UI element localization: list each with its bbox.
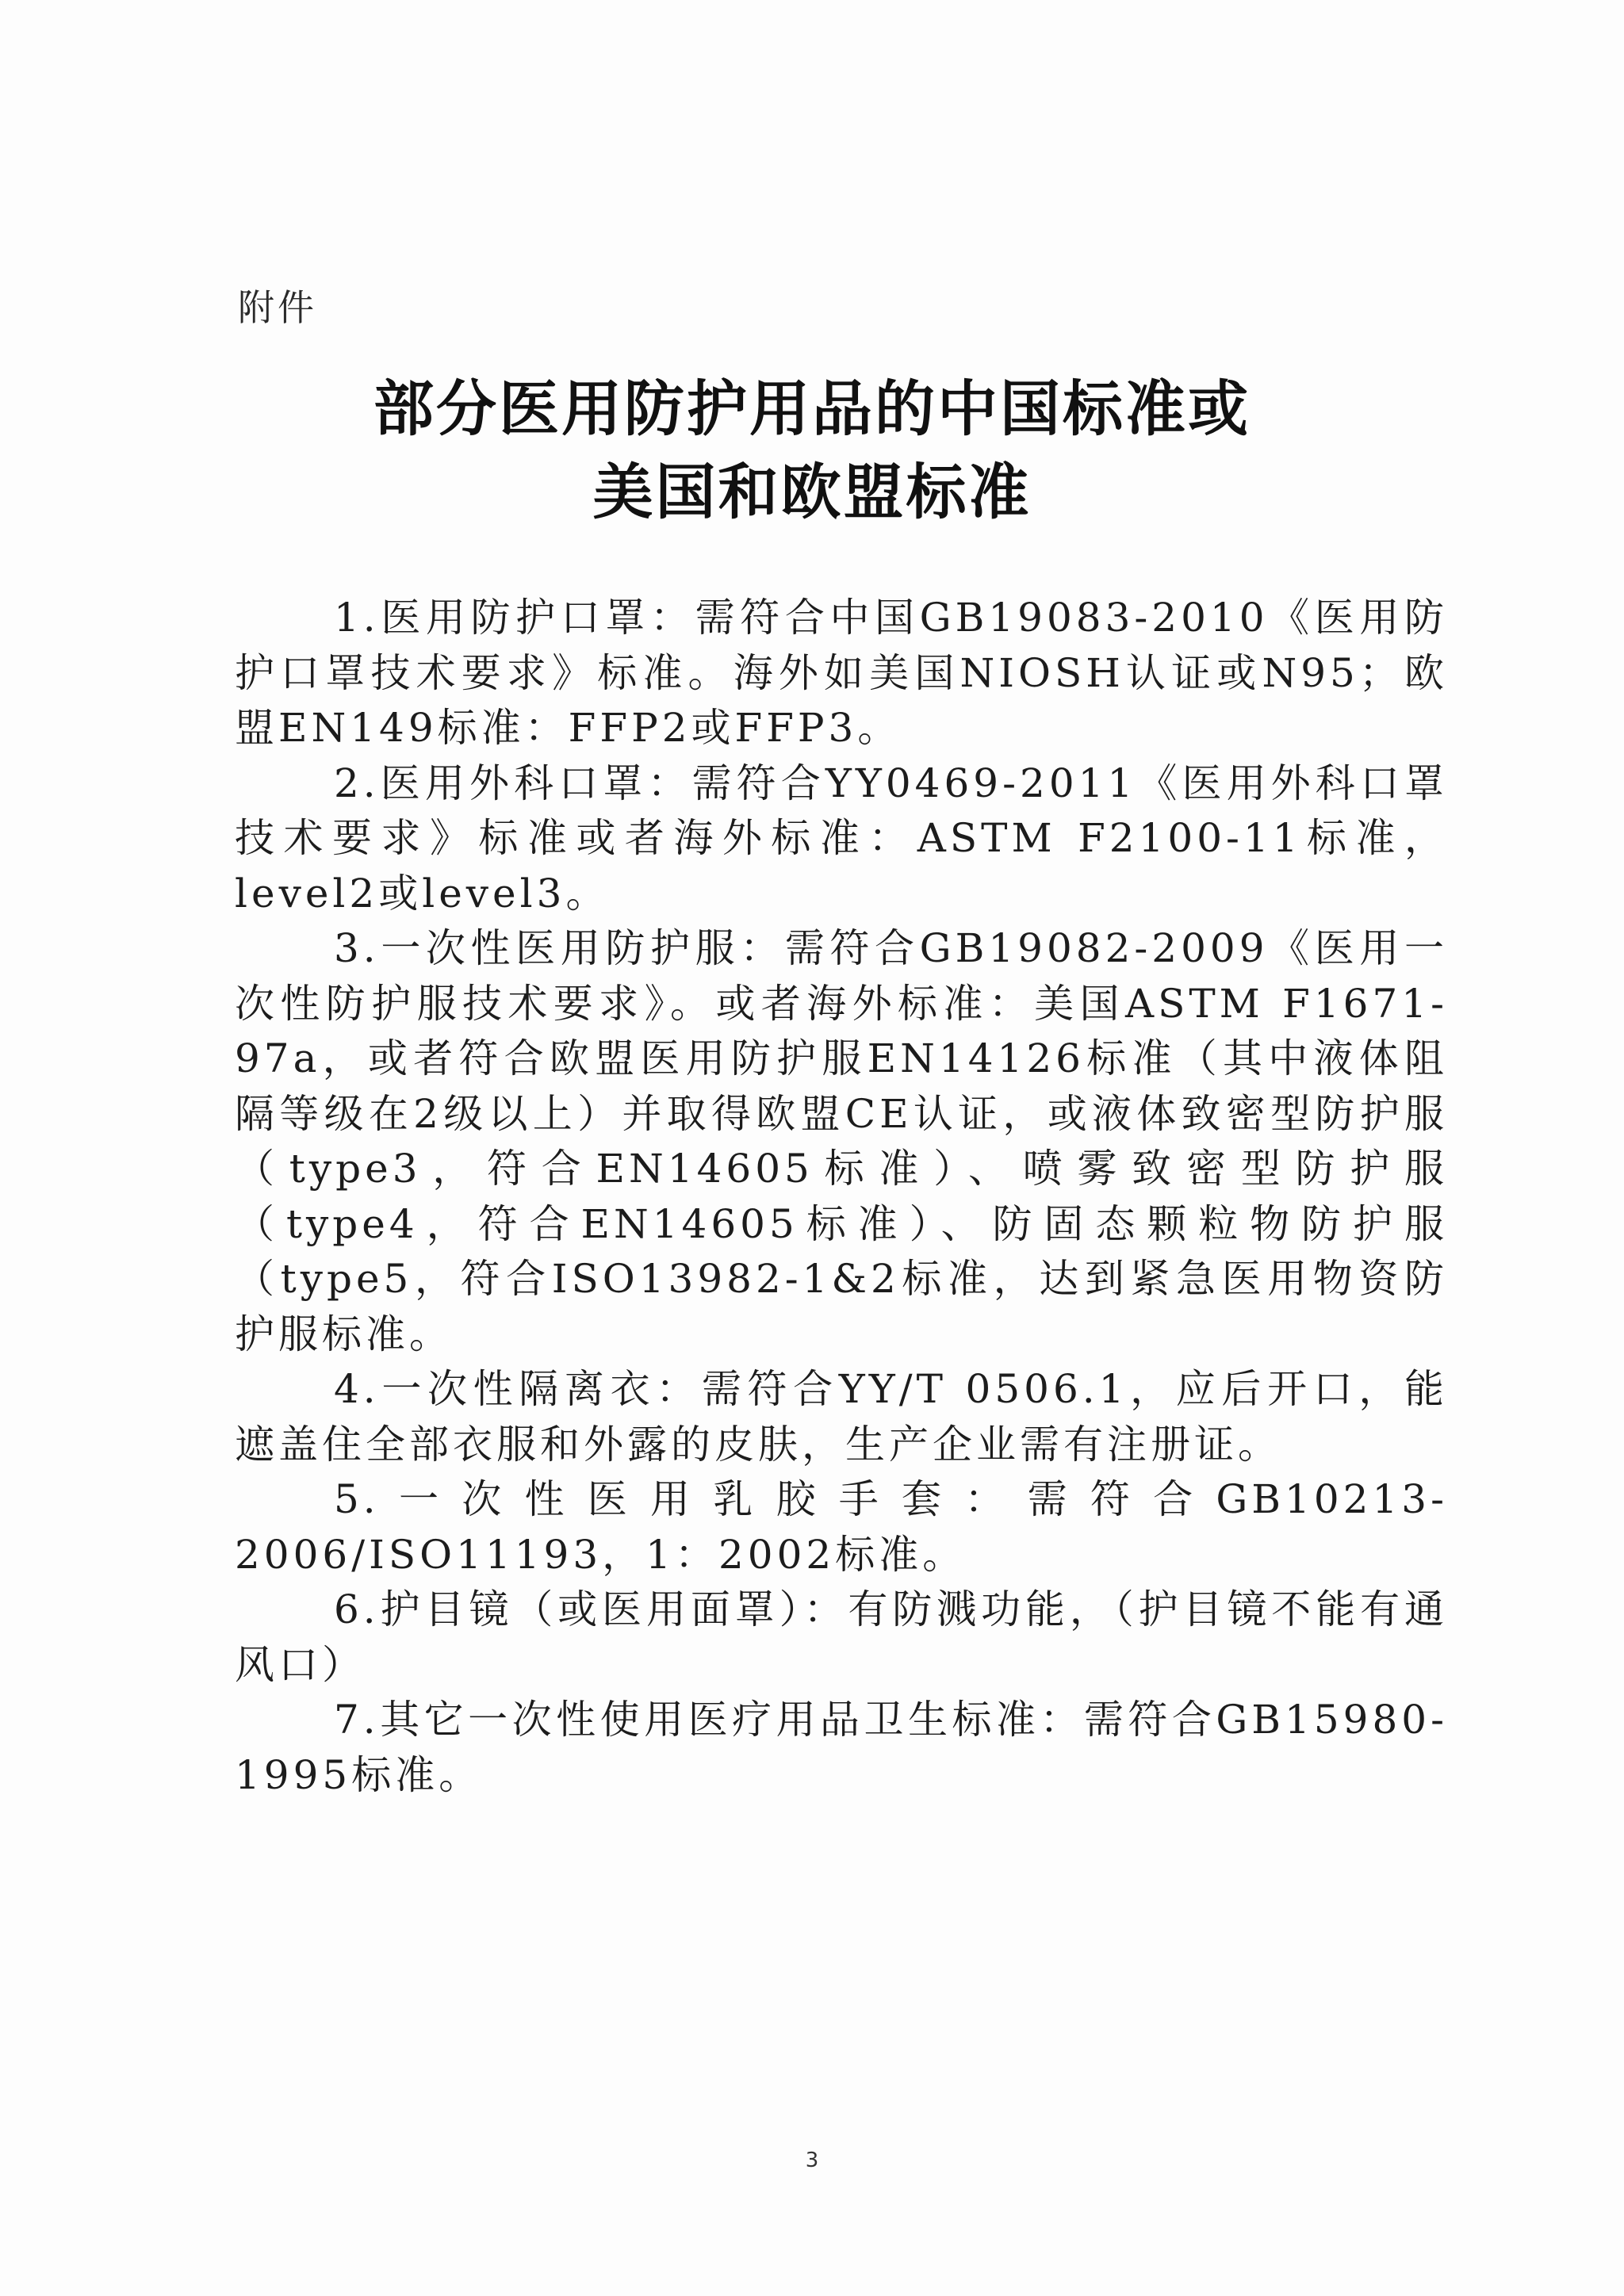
document-body xyxy=(235,591,1448,1803)
paragraph-protective-clothing: 3.一次性医用防护服：需符合GB19082-2009《医用一次性防护服技术要求》。或者海外标准：美国ASTM F1671-97a，或者符合欧盟医用防护服EN14126标准（其中液体阻隔等级在2级以上）并取得欧盟CE认证，或液体致密型防护服（type3，符合EN14605标准）、喷雾致密型防护服（type4，符合EN14605标准）、防固态颗粒物防护服（type5，符合ISO13982-1&2标准，达到紧急医用物资防护服标准。 xyxy=(235,925,1448,1357)
paragraph-surgical-mask: 2.医用外科口罩：需符合YY0469-2011《医用外科口罩技术要求》标准或者海外标准：ASTM F2100-11标准，level2或level3。 xyxy=(235,760,1448,916)
paragraph-isolation-gown: 4.一次性隔离衣：需符合YY/T 0506.1，应后开口，能遮盖住全部衣服和外露的皮肤，生产企业需有注册证。 xyxy=(235,1366,1448,1468)
document-title-line-2: 美国和欧盟标准 xyxy=(592,457,1032,527)
document-title-line-1: 部分医用防护用品的中国标准或 xyxy=(373,373,1251,444)
paragraph-medical-protective-mask: 1.医用防护口罩：需符合中国GB19083-2010《医用防护口罩技术要求》标准。海外如美国NIOSH认证或N95；欧盟EN149标准：FFP2或FFP3。 xyxy=(235,595,1448,751)
attachment-label: 附件 xyxy=(238,286,317,329)
page-number: 3 xyxy=(805,2149,819,2172)
paragraph-latex-gloves: 5.一次性医用乳胶手套：需符合GB10213-2006/ISO11193，1：2002标准。 xyxy=(235,1476,1448,1578)
paragraph-goggles: 6.护目镜（或医用面罩）：有防溅功能，（护目镜不能有通风口） xyxy=(235,1586,1448,1688)
paragraph-other-supplies: 7.其它一次性使用医疗用品卫生标准：需符合GB15980-1995标准。 xyxy=(235,1697,1448,1798)
